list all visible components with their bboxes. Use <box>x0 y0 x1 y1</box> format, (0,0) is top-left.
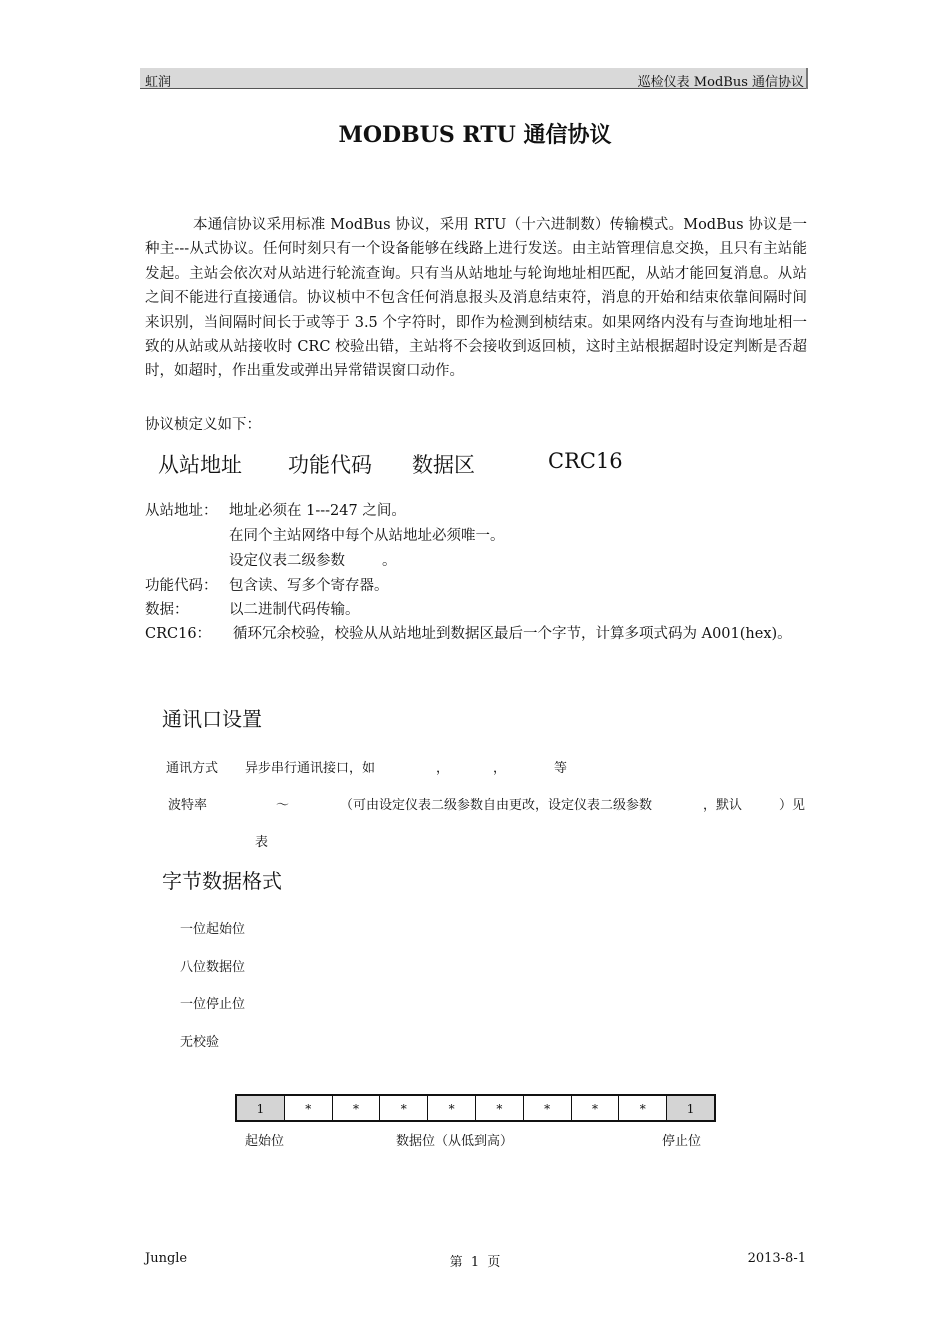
intro-paragraph: 本通信协议采用标准 ModBus 协议，采用 RTU（十六进制数）传输模式。ModBus 协议是一种主---从式协议。任何时刻只有一个设备能够在线路上进行发送。由主站管理信息交换，且只有主站能发起。主站会依次对从站进行轮流查询。只有当从站地址与轮询地址相匹配，从站才能回复消息。从站之间不能进行直接通信。协议桢中不包含任何消息报头及消息结束符，消息的开始和结束依靠间隔时间来识别，当间隔时间长于或等于 3.5 个字符时，即作为检测到桢结束。如果网络内没有与查询地址相一致的从站或从站接收时 CRC 校验出错，主站将不会接收到返回桢，这时主站根据超时设定判断是否超时，如超时，作出重发或弹出异常错误窗口动作。 <box>145 217 807 380</box>
footer-page-number: 第 1 页 <box>449 1255 501 1270</box>
data-bit-cell: * <box>619 1096 667 1120</box>
byte-format-table <box>235 1094 716 1122</box>
data-text: 以二进制代码传输。 <box>229 602 360 618</box>
crc-label: CRC16： <box>145 626 212 642</box>
comm-mode-comma-2: ， <box>493 761 507 776</box>
addr-line-2: 在同个主站网络中每个从站地址必须唯一。 <box>229 528 505 544</box>
baud-text: （可由设定仪表二级参数自由更改，设定仪表二级参数 <box>340 798 653 813</box>
frame-field-data: 数据区 <box>412 453 475 477</box>
format-item: 一位起始位 <box>180 922 246 937</box>
addr-line-3: 设定仪表二级参数 <box>229 553 345 569</box>
caption-data-bits: 数据位（从低到高） <box>396 1134 514 1149</box>
format-item: 一位停止位 <box>180 997 246 1012</box>
data-bit-cell: * <box>476 1096 524 1120</box>
stop-bit-cell: 1 <box>667 1096 714 1120</box>
addr-label: 从站地址： <box>145 503 218 519</box>
format-item: 八位数据位 <box>180 960 246 975</box>
format-item: 无校验 <box>180 1035 220 1050</box>
comm-section-title: 通讯口设置 <box>162 707 262 731</box>
addr-line-3-end: 。 <box>382 553 397 569</box>
byte-format-section-title: 字节数据格式 <box>162 869 282 893</box>
data-bit-cell: * <box>428 1096 476 1120</box>
func-text: 包含读、写多个寄存器。 <box>229 578 389 594</box>
data-bit-cell: * <box>572 1096 620 1120</box>
baud-label: 波特率 <box>168 798 208 813</box>
data-bit-cell: * <box>333 1096 381 1120</box>
frame-field-function: 功能代码 <box>288 453 372 477</box>
caption-stop-bit: 停止位 <box>662 1134 702 1149</box>
data-bit-cell: * <box>524 1096 572 1120</box>
data-label: 数据： <box>145 602 189 618</box>
func-label: 功能代码： <box>145 578 218 594</box>
data-bit-cell: * <box>285 1096 333 1120</box>
document-title: MODBUS RTU 通信协议 <box>338 122 612 148</box>
comm-mode-label: 通讯方式 <box>166 761 219 776</box>
comm-mode-etc: 等 <box>554 761 568 776</box>
baud-default: ，默认 <box>703 798 743 813</box>
footer-author: Jungle <box>145 1251 188 1266</box>
addr-line-1: 地址必须在 1---247 之间。 <box>229 503 406 519</box>
start-bit-cell: 1 <box>237 1096 285 1120</box>
baud-see: ）见 <box>779 798 806 813</box>
crc-text: 循环冗余校验，校验从从站地址到数据区最后一个字节，计算多项式码为 A001(hex)。 <box>233 626 792 642</box>
comm-mode-text: 异步串行通讯接口，如 <box>245 761 376 776</box>
caption-start-bit: 起始位 <box>245 1134 285 1149</box>
baud-table: 表 <box>255 835 269 850</box>
page-header-edge <box>806 68 808 89</box>
comm-mode-comma-1: ， <box>436 761 450 776</box>
frame-definition-label: 协议桢定义如下： <box>145 417 261 433</box>
data-bit-cell: * <box>380 1096 428 1120</box>
baud-tilde: ～ <box>276 798 290 813</box>
header-doc-title: 巡检仪表 ModBus 通信协议 <box>637 75 804 90</box>
frame-field-crc: CRC16 <box>548 449 623 473</box>
frame-field-address: 从站地址 <box>158 453 242 477</box>
footer-date: 2013-8-1 <box>747 1251 806 1266</box>
header-company: 虹润 <box>145 75 172 90</box>
